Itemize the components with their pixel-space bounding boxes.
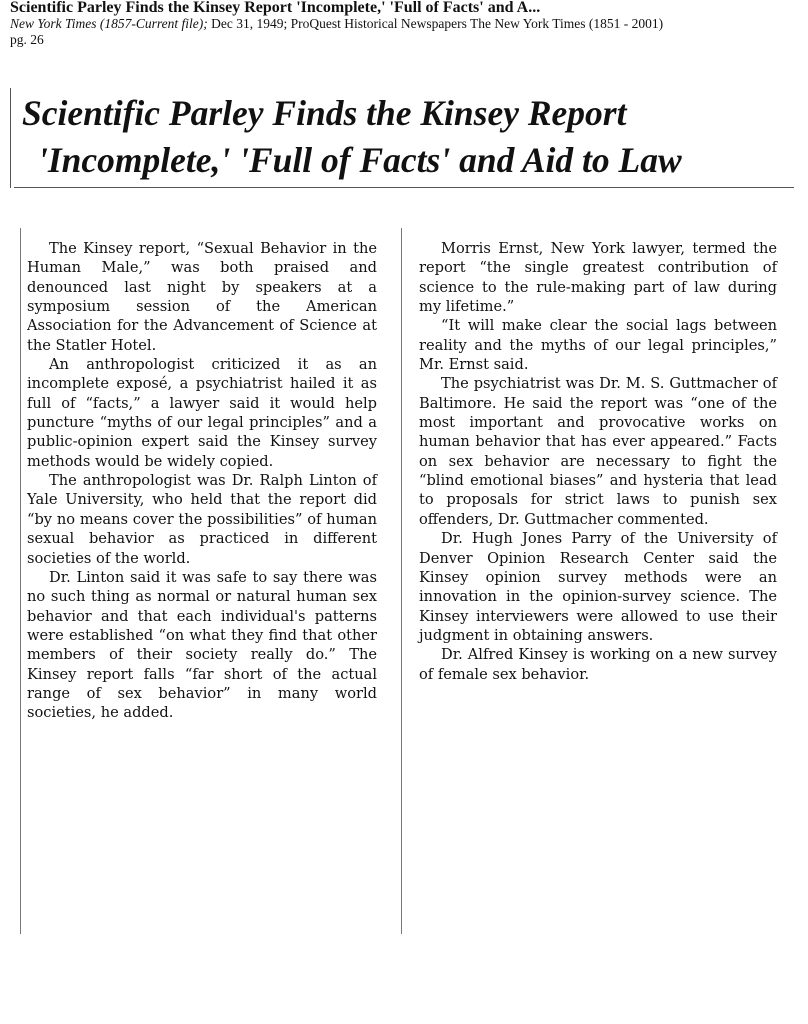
paragraph: The psychiatrist was Dr. M. S. Guttmacher of Baltimore. He said the report was “one of the most important and provocative works on human behavior that has ever appeared.” Facts on sex behavior are necessary to fight the “blind emotional biases” and hysteria that lead to proposals for strict laws to punish sex offenders, Dr. Guttmacher commented. (419, 375, 777, 528)
paragraph: The Kinsey report, “Sexual Behavior in the Human Male,” was both praised and denounced last night by speakers at a symposium session of the American Association for the Advancement of Science at the Statler Hotel. (27, 240, 377, 354)
column-rule-middle (401, 228, 402, 934)
citation-publication: New York Times (1857-Current file); (10, 16, 208, 31)
paragraph: Dr. Hugh Jones Parry of the University of Denver Opinion Research Center said the Kinsey opinion survey methods were an innovation in the opinion-survey science. The Kinsey interviewers were allowed to use their judgment in obtaining answers. (419, 530, 777, 644)
citation-details: Dec 31, 1949; ProQuest Historical Newspapers The New York Times (1851 - 2001) (207, 16, 664, 31)
paragraph: “It will make clear the social lags between reality and the myths of our legal principles,” Mr. Ernst said. (419, 317, 777, 374)
column-rule-left (20, 228, 21, 934)
paragraph: Dr. Linton said it was safe to say there was no such thing as normal or natural human sex behavior and that each individual's patterns were established “on what they find that other members of their society really do.” The Kinsey report falls “far short of the actual range of sex behavior” in many world societies, he added. (27, 568, 377, 722)
paragraph: Morris Ernst, New York lawyer, termed the report “the single greatest contribution of science to the rule-making part of law during my lifetime.” (419, 240, 777, 316)
headline-line-2: 'Incomplete,' 'Full of Facts' and Aid to Law (38, 140, 682, 180)
paragraph: An anthropologist criticized it as an incomplete exposé, a psychiatrist hailed it as full of “facts,” a lawyer said it would help puncture “myths of our legal principles” and a public-opinion expert said the Kinsey survey methods would be widely copied. (27, 356, 377, 470)
article-headline (22, 90, 792, 184)
article-column-right (419, 239, 777, 684)
paragraph: Dr. Alfred Kinsey is working on a new survey of female sex behavior. (419, 646, 777, 683)
paragraph: The anthropologist was Dr. Ralph Linton of Yale University, who held that the report did “by no means cover the possibilities” of human sexual behavior as practiced in different societies of the world. (27, 472, 377, 567)
headline-line-1: Scientific Parley Finds the Kinsey Report (22, 93, 627, 133)
headline-divider (14, 187, 794, 188)
citation-header (10, 0, 800, 48)
citation-page: pg. 26 (10, 32, 44, 47)
citation-source (10, 16, 800, 32)
citation-title: Scientific Parley Finds the Kinsey Report 'Incomplete,' 'Full of Facts' and A... (10, 0, 541, 16)
article-column-left (27, 239, 377, 723)
